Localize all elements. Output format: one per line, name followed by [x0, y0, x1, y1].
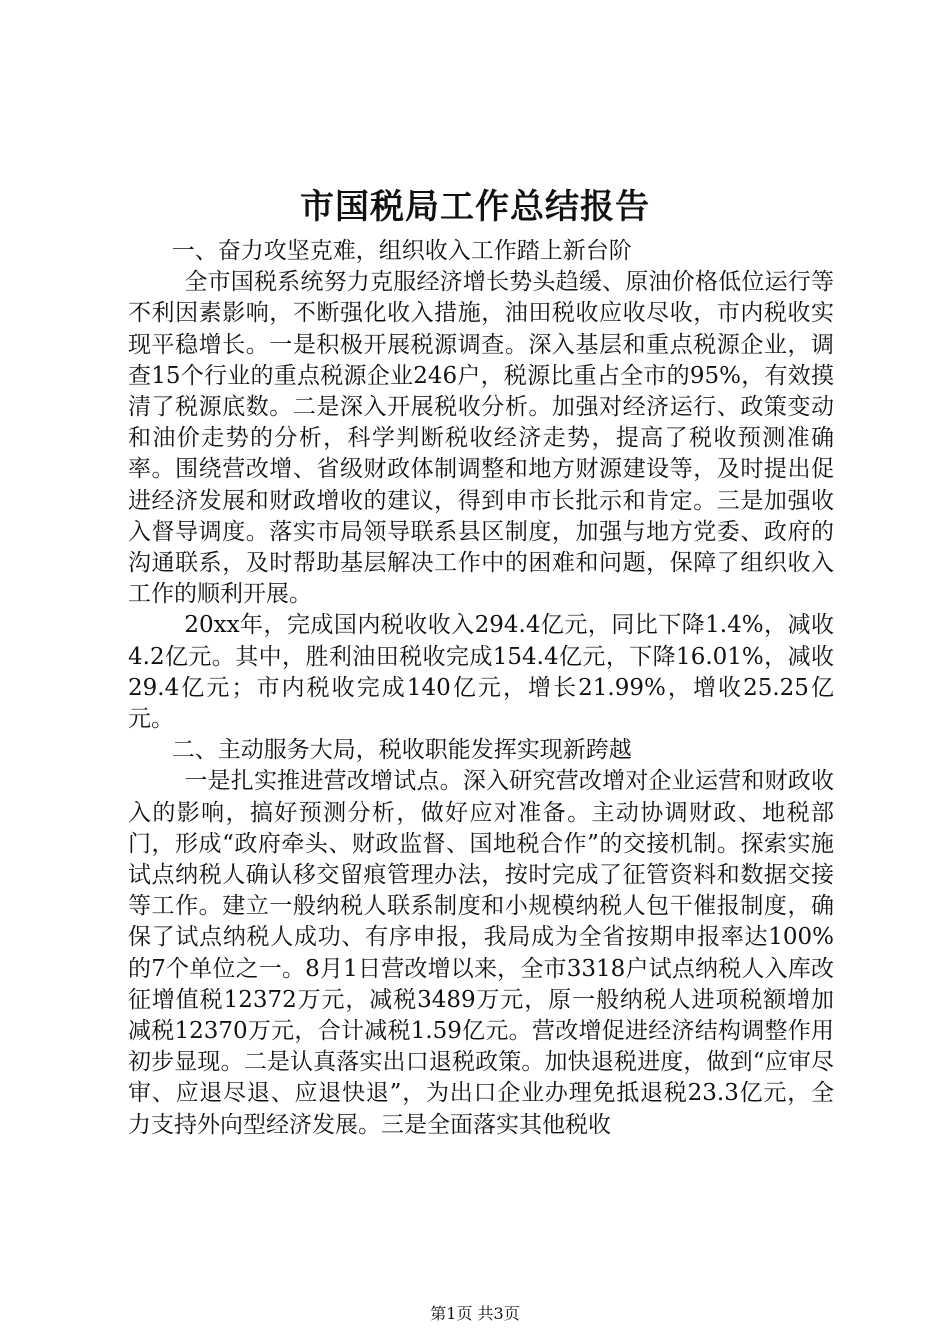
- section-heading-2: 二、主动服务大局，税收职能发挥实现新跨越: [171, 737, 632, 764]
- section-heading-1: 一、奋力攻坚克难，组织收入工作踏上新台阶: [171, 238, 632, 264]
- body-paragraph-2: 20xx年，完成国内税收收入294.4亿元，同比下降1.4%，减收4.2亿元。其中，胜利油田税收完成154.4亿元，下降16.01%，减收29.4亿元；市内税收完成140亿元，增长21.99%，增收25.25亿元。: [128, 612, 834, 733]
- page-number-footer: 第1页 共3页: [430, 1304, 520, 1323]
- document-body: [128, 236, 834, 1141]
- body-paragraph-3: 一是扎实推进营改增试点。深入研究营改增对企业运营和财政收入的影响，搞好预测分析，做好应对准备。主动协调财政、地税部门，形成“政府牵头、财政监督、国地税合作”的交接机制。探索实施试点纳税人确认移交留痕管理办法，按时完成了征管资料和数据交接等工作。建立一般纳税人联系制度和小规模纳税人包干催报制度，确保了试点纳税人成功、有序申报，我局成为全省按期申报率达100%的7个单位之一。8月1日营改增以来，全市3318户试点纳税人入库改征增值税12372万元，减税3489万元，原一般纳税人进项税额增加减税12370万元，合计减税1.59亿元。营改增促进经济结构调整作用初步显现。二是认真落实出口退税政策。加快退税进度，做到“应审尽审、应退尽退、应退快退”，为出口企业办理免抵退税23.3亿元，全力支持外向型经济发展。三是全面落实其他税收: [128, 768, 834, 1138]
- body-paragraph-1: 全市国税系统努力克服经济增长势头趋缓、原油价格低位运行等不利因素影响，不断强化收入措施，油田税收应收尽收，市内税收实现平稳增长。一是积极开展税源调查。深入基层和重点税源企业，调查15个行业的重点税源企业246户，税源比重占全市的95%，有效摸清了税源底数。二是深入开展税收分析。加强对经济运行、政策变动和油价走势的分析，科学判断税收经济走势，提高了税收预测准确率。围绕营改增、省级财政体制调整和地方财源建设等，及时提出促进经济发展和财政增收的建议，得到申市长批示和肯定。三是加强收入督导调度。落实市局领导联系县区制度，加强与地方党委、政府的沟通联系，及时帮助基层解决工作中的困难和问题，保障了组织收入工作的顺利开展。: [128, 269, 834, 608]
- document-title: 市国税局工作总结报告: [300, 187, 650, 227]
